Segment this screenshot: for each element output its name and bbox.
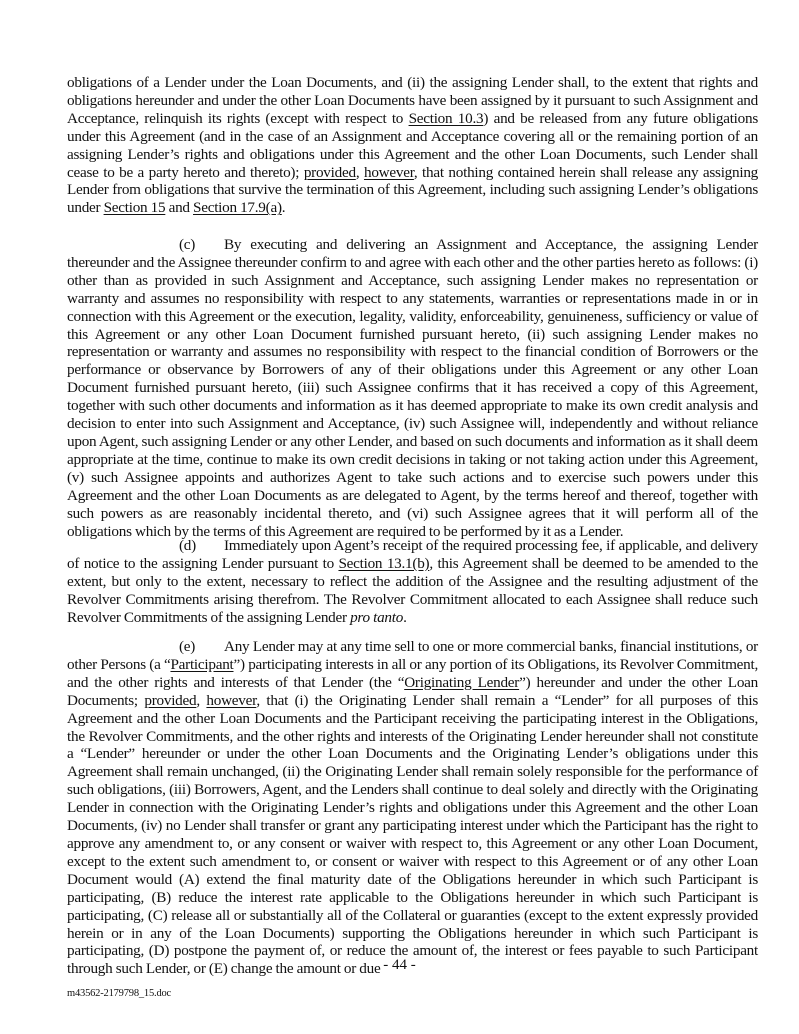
footer-document-id: m43562-2179798_15.doc: [67, 988, 171, 999]
section-reference-link: Section 10.3: [408, 109, 484, 127]
paragraph-b-continuation: obligations of a Lender under the Loan Documents, and (ii) the assigning Lender shall, to the extent that rights and obligations hereunder and under the other Loan Documents have been assigned by it pursuant to such Assignment and Acceptance, relinquish its rights (except with respect to Section 10.3) and be released from any future obligations under this Agreement (and in the case of an Assignment and Acceptance covering all or the remaining portion of an assigning Lender’s rights and obligations under this Agreement and the other Loan Documents, such Lender shall cease to be a party hereto and thereto); provided, however, that nothing contained herein shall release any assigning Lender from obligations that survive the termination of this Agreement, including such assigning Lender’s obligations under Section 15 and Section 17.9(a).: [67, 74, 759, 217]
provided-term: provided: [144, 691, 197, 709]
paragraph-c: [67, 236, 758, 540]
however-term: however: [363, 163, 414, 181]
section-reference-link: Section 13.1(b): [338, 554, 430, 572]
participant-term: Participant: [170, 655, 234, 673]
paragraph-text: By executing and delivering an Assignment and Acceptance, the assigning Lender thereunder and the Assignee thereunder confirm to and agree with each other and the other parties hereto as follows: (i) other than as provided in such Assignment and Acceptance, such assigning Lender makes no representation or warranty and assumes no responsibility with respect to any statements, warranties or representations made in or in connection with this Agreement or the execution, legality, validity, enforceability, genuineness, sufficiency or value of this Agreement or any other Loan Document furnished pursuant hereto, (ii) such assigning Lender makes no representation or warranty and assumes no responsibility with respect to the financial condition of Borrowers or the performance or observance by Borrowers of any of their obligations under this Agreement or any other Loan Document furnished pursuant hereto, (iii) such Assignee confirms that it has received a copy of this Agreement, together with such other documents and information as it has deemed appropriate to make its own credit analysis and decision to enter into such Assignment and Acceptance, (iv) such Assignee will, independently and without reliance upon Agent, such assigning Lender or any other Lender, and based on such documents and information as it shall deem appropriate at the time, continue to make its own credit decisions in taking or not taking action under this Agreement, (v) such Assignee appoints and authorizes Agent to take such actions and to exercise such powers under this Agreement and the other Loan Documents as are delegated to Agent, by the terms hereof and thereof, together with such powers as are reasonably incidental thereto, and (vi) such Assignee agrees that it will perform all of the obligations which by the terms of this Agreement are required to be performed by it as a Lender.: [67, 236, 758, 540]
section-reference-link: Section 17.9(a): [193, 199, 282, 217]
section-reference-link: Section 15: [103, 199, 166, 217]
page-number: - 44 -: [383, 957, 416, 973]
pro-tanto-term: pro tanto: [350, 608, 404, 626]
however-term: however: [206, 691, 257, 709]
paragraph-label: (e): [179, 638, 196, 655]
provided-term: provided: [303, 163, 356, 181]
originating-lender-term: Originating Lender: [404, 673, 520, 691]
paragraph-d: (d) Immediately upon Agent’s receipt of the required processing fee, if applicable, and delivery of notice to the assigning Lender pursuant to Section 13.1(b), this Agreement shall be deemed to be amended to the extent, but only to the extent, necessary to reflect the addition of the Assignee and the resulting adjustment of the Revolver Commitments arising therefrom. The Revolver Commitment allocated to each Assignee shall reduce such Revolver Commitments of the assigning Lender pro tanto.: [67, 537, 758, 626]
paragraph-label: (c): [179, 236, 196, 253]
paragraph-label: (d): [179, 537, 196, 554]
paragraph-e: (e) Any Lender may at any time sell to one or more commercial banks, financial institutions, or other Persons (a “Participant”) participating interests in all or any portion of its Obligations, its Revolver Commitment, and the other rights and interests of that Lender (the “Originating Lender”) hereunder and under the other Loan Documents; provided, however, that (i) the Originating Lender shall remain a “Lender” for all purposes of this Agreement and the other Loan Documents and the Participant receiving the participating interest in the Obligations, the Revolver Commitments, and the other rights and interests of the Originating Lender hereunder shall not constitute a “Lender” hereunder or under the other Loan Documents and the Originating Lender’s obligations under this Agreement shall remain unchanged, (ii) the Originating Lender shall remain solely responsible for the performance of such obligations, (iii) Borrowers, Agent, and the Lenders shall continue to deal solely and directly with the Originating Lender in connection with the Originating Lender’s rights and obligations under this Agreement and the other Loan Documents, (iv) no Lender shall transfer or grant any participating interest under which the Participant has the right to approve any amendment to, or any consent or waiver with respect to, this Agreement or any other Loan Document, except to the extent such amendment to, or consent or waiver with respect to this Agreement or of any other Loan Document would (A) extend the final maturity date of the Obligations hereunder in which such Participant is participating, (B) reduce the interest rate applicable to the Obligations hereunder in which such Participant is participating, (C) release all or substantially all of the Collateral or guaranties (except to the extent expressly provided herein or in any of the Loan Documents) supporting the Obligations hereunder in which such Participant is participating, (D) postpone the payment of, or reduce the amount of, the interest or fees payable to such Participant through such Lender, or (E) change the amount or due: [67, 638, 759, 978]
